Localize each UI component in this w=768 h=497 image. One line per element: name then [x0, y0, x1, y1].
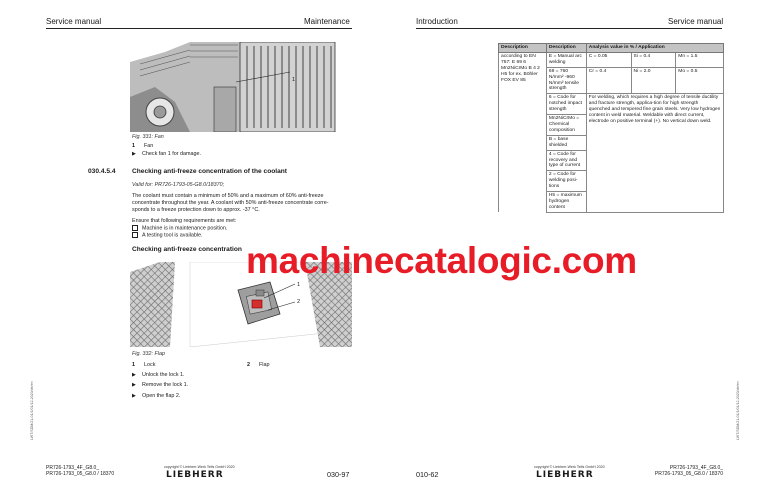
step-text: Check fan 1 for damage. — [142, 151, 202, 157]
right-header-rule — [416, 28, 722, 29]
footer-ref-line: PR726-1793_05_G8.0 / 18370 — [46, 471, 115, 477]
arrow-bullet-icon: ▶ — [132, 382, 136, 388]
table-cell: For welding, which requires a high degree of tensile ductility and fracture strength, applica-tion for high strength quenched and tempered fine grain steels. Very low hydrogen content in weld material. Weldable with direct current, electrode on positive terminal (+). No vertical down weld. — [586, 94, 723, 212]
checkbox-icon — [132, 225, 138, 231]
step-text: Unlock the lock 1. — [142, 372, 185, 378]
fig332-caption: Fig. 332: Flap — [132, 351, 165, 357]
table-cell: Cr = 0.4 — [586, 67, 631, 94]
left-header-title: Service manual — [46, 17, 102, 26]
fig331-step — [132, 151, 201, 158]
arrow-bullet-icon: ▶ — [132, 372, 136, 378]
footer-ref-line: PR726-1793_4F_G8.0_ — [46, 465, 100, 471]
ensure-text: Ensure that following requirements are met: — [132, 218, 237, 224]
table-header-row — [499, 44, 724, 53]
right-header-section: Introduction — [416, 17, 458, 26]
table-cell: Mn = 1.5 — [676, 52, 724, 67]
fan-illustration — [130, 42, 350, 132]
table-cell: 69 = 760 N/mm² -960 N/mm² tensile strength — [546, 67, 586, 94]
valid-for: Valid for: PR726-1793-05-G8.0/18370; — [132, 182, 225, 188]
table-cell: Mn2NiCrMo = Chemical composition — [546, 115, 586, 136]
arrow-bullet-icon: ▶ — [132, 393, 136, 399]
table-cell: C = 0.05 — [586, 52, 631, 67]
table-row — [499, 52, 724, 67]
coolant-paragraph — [132, 193, 357, 214]
fig332-step — [132, 372, 185, 379]
fig332-step — [132, 393, 180, 400]
left-copyright: copyright © Liebherr-Werk Telfs GmbH 2020 — [164, 465, 235, 469]
legend-number: 1 — [132, 143, 135, 149]
table-cell: B = base shielded — [546, 135, 586, 150]
right-side-code: LWT/SDM/21-01/1/01/12-2020/de/en — [736, 381, 740, 440]
fig332-callout-1: 1 — [297, 282, 301, 288]
fig332-legend-item — [247, 362, 270, 369]
left-page-number: 030-97 — [327, 470, 350, 479]
footer-ref-line: PR726-1793_05_G8.0 / 18370 — [654, 471, 723, 477]
table-cell: E = Manual arc welding — [546, 52, 586, 67]
legend-label: Flap — [259, 362, 270, 368]
table-cell: Mo = 0.5 — [676, 67, 724, 94]
right-footer-ref — [648, 465, 723, 477]
left-footer-ref — [46, 465, 114, 477]
table-cell: 6 = Code for notched impact strength — [546, 94, 586, 115]
right-copyright: copyright © Liebherr-Werk Telfs GmbH 2020 — [534, 465, 605, 469]
right-page-number: 010-62 — [416, 470, 439, 479]
para-line: sponds to a freeze protection down to approx. -37 °C. — [132, 207, 260, 213]
welding-spec-table — [498, 43, 724, 213]
fig331-legend — [132, 143, 153, 150]
fig331-caption: Fig. 331: Fan — [132, 134, 164, 140]
fig332-callout-2: 2 — [297, 299, 301, 305]
liebherr-logo: LIEBHERR — [166, 470, 224, 480]
watermark-text: machinecatalogic.com — [246, 240, 637, 281]
table-cell: 4 = Code for recovery and type of current — [546, 150, 586, 171]
checkbox-icon — [132, 232, 138, 238]
column-header: Analysis value in % / Application — [586, 44, 723, 53]
section-title: Checking anti-freeze concentration of the coolant — [132, 168, 287, 175]
requirement-text: A testing tool is available. — [142, 232, 203, 239]
section-number: 030.4.5.4 — [88, 168, 116, 175]
table-cell: H5 = maximum hydrogen content — [546, 192, 586, 213]
legend-label: Fan — [144, 143, 154, 149]
subsection-title: Checking anti-freeze concentration — [132, 246, 242, 253]
legend-number: 1 — [132, 362, 135, 368]
requirement-text: Machine is in maintenance position. — [142, 225, 228, 232]
arrow-bullet-icon: ▶ — [132, 151, 136, 157]
left-header-rule — [46, 28, 352, 29]
left-header-section: Maintenance — [304, 17, 350, 26]
requirement-item — [132, 232, 203, 239]
right-header-title: Service manual — [668, 17, 724, 26]
liebherr-logo: LIEBHERR — [536, 470, 594, 480]
table-cell: Si = 0.4 — [631, 52, 676, 67]
column-header: Description — [546, 44, 586, 53]
column-header: Description — [499, 44, 547, 53]
legend-number: 2 — [247, 362, 250, 368]
fig332-legend-item — [132, 362, 155, 369]
step-text: Open the flap 2. — [142, 393, 181, 399]
para-line: concentrate throughout the year. A coolant with 50% anti-freeze concentrate corre- — [132, 200, 329, 206]
para-line: The coolant must contain a minimum of 50% and a maximum of 60% anti-freeze — [132, 193, 324, 199]
legend-label: Lock — [144, 362, 156, 368]
table-cell: 2 = Code for welding posi-tions — [546, 171, 586, 192]
fig331-callout-1: 1 — [292, 77, 296, 83]
step-text: Remove the lock 1. — [142, 382, 189, 388]
left-side-code: LWT/SDM/21-01/1/01/12-2020/de/en — [30, 381, 34, 440]
fig332-step — [132, 382, 188, 389]
table-cell: according to EN 757: E 69 6 Mn2NiCrMo B 4 2 H5 for ex. Böhler FOX EV 85 — [499, 52, 547, 212]
table-cell: Ni = 2.0 — [631, 67, 676, 94]
footer-ref-line: PR726-1793_4F_G8.0_ — [669, 465, 723, 471]
